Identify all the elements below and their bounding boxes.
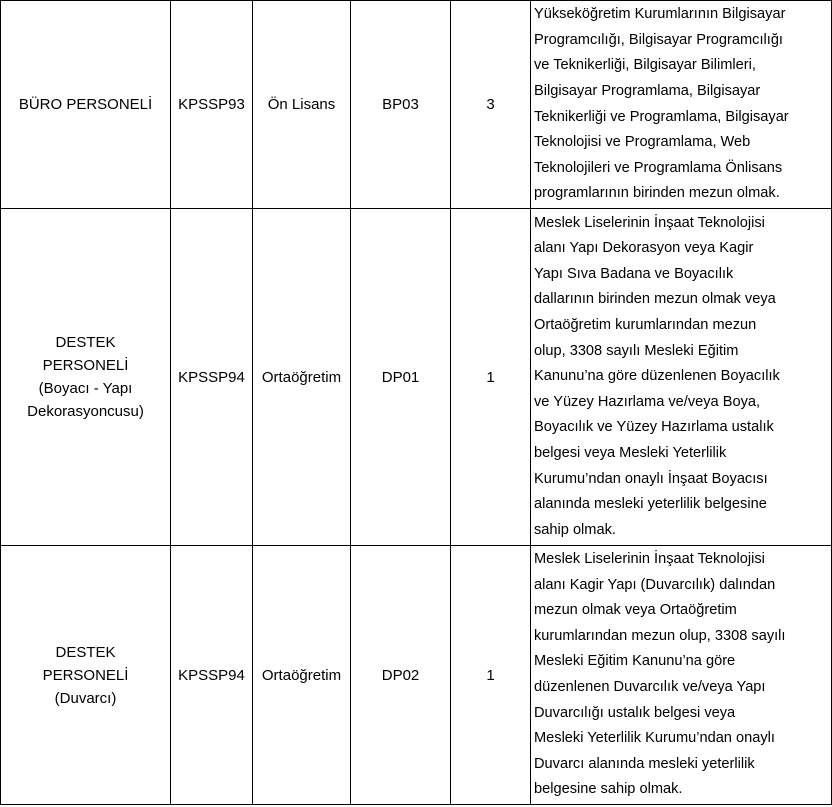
position-code-cell: DP01: [351, 209, 451, 546]
position-name-line: DESTEK: [55, 643, 116, 661]
table-row: [1, 209, 832, 546]
position-name-cell: [1, 1, 171, 209]
quota-count-cell: 1: [451, 209, 531, 546]
qualification-line: Mesleki Eğitim Kanunu’na göre: [534, 653, 736, 670]
qualification-line: Yapı Sıva Badana ve Boyacılık: [534, 265, 734, 282]
qualification-line: Duvarcılığı ustalık belgesi veya: [534, 704, 736, 721]
position-name-line: Dekorasyoncusu): [27, 403, 144, 420]
qualification-line: belgesine sahip olmak.: [534, 781, 683, 798]
table-row: [1, 546, 832, 805]
qualification-line: alanı Kagir Yapı (Duvarcılık) dalından: [534, 576, 776, 593]
positions-table-body: [1, 1, 832, 805]
qualification-line: dallarının birinden mezun olmak veya: [534, 291, 776, 308]
qualification-cell: [531, 209, 832, 546]
position-name-line: DESTEK: [55, 334, 116, 351]
qualification-line: belgesi veya Mesleki Yeterlilik: [534, 444, 727, 461]
education-level-cell: Ortaöğretim: [253, 546, 351, 805]
kpss-code-cell: KPSSP93: [171, 1, 253, 209]
qualification-line: kurumlarından mezun olup, 3308 sayılı: [534, 627, 786, 644]
qualification-cell: [531, 546, 832, 805]
qualification-line: Programcılığı, Bilgisayar Programcılığı: [534, 31, 783, 48]
position-name-line: BÜRO PERSONELİ: [18, 96, 153, 113]
position-code-cell: DP02: [351, 546, 451, 805]
position-name-line: (Duvarcı): [54, 689, 117, 707]
qualification-line: Meslek Liselerinin İnşaat Teknolojisi: [534, 214, 765, 231]
qualification-line: alanı Yapı Dekorasyon veya Kagir: [534, 240, 754, 257]
qualification-line: Kanunu’na göre düzenlenen Boyacılık: [534, 368, 780, 385]
qualification-line: düzenlenen Duvarcılık ve/veya Yapı: [534, 679, 766, 695]
position-name-line: PERSONELİ: [42, 357, 129, 374]
quota-count-cell: 1: [451, 546, 531, 805]
qualification-line: mezun olmak veya Ortaöğretim: [534, 602, 737, 619]
position-name-cell: [1, 209, 171, 546]
qualification-line: sahip olmak.: [534, 521, 616, 538]
qualification-line: Bilgisayar Programlama, Bilgisayar: [534, 82, 761, 99]
qualification-line: Kurumu’ndan onaylı İnşaat Boyacısı: [534, 470, 768, 487]
qualification-line: Meslek Liselerinin İnşaat Teknolojisi: [534, 551, 765, 568]
position-name-cell: [1, 546, 171, 805]
table-row: [1, 1, 832, 209]
education-level-cell: Ön Lisans: [253, 1, 351, 209]
qualification-line: alanında mesleki yeterlilik belgesine: [534, 496, 767, 513]
position-name-line: PERSONELİ: [42, 666, 129, 684]
qualification-line: Teknolojisi ve Programlama, Web: [534, 134, 751, 151]
position-code-cell: BP03: [351, 1, 451, 209]
qualification-line: Teknolojileri ve Programlama Önlisans: [534, 159, 783, 176]
qualification-line: Boyacılık ve Yüzey Hazırlama ustalık: [534, 419, 774, 436]
qualification-line: olup, 3308 sayılı Mesleki Eğitim: [534, 342, 739, 359]
qualification-line: ve Yüzey Hazırlama ve/veya Boya,: [534, 393, 761, 410]
quota-count-cell: 3: [451, 1, 531, 209]
qualification-line: Duvarcı alanında mesleki yeterlilik: [534, 755, 755, 772]
qualification-cell: [531, 1, 832, 209]
kpss-code-cell: KPSSP94: [171, 546, 253, 805]
qualification-line: programlarının birinden mezun olmak.: [534, 185, 780, 202]
kpss-code-cell: KPSSP94: [171, 209, 253, 546]
qualification-line: ve Teknikerliği, Bilgisayar Bilimleri,: [534, 57, 756, 74]
education-level-cell: Ortaöğretim: [253, 209, 351, 546]
position-name-line: (Boyacı - Yapı: [38, 380, 133, 397]
qualification-line: Teknikerliği ve Programlama, Bilgisayar: [534, 108, 789, 125]
qualification-line: Yükseköğretim Kurumlarının Bilgisayar: [534, 6, 786, 23]
qualification-line: Ortaöğretim kurumlarından mezun: [534, 317, 757, 334]
qualification-line: Mesleki Yeterlilik Kurumu’ndan onaylı: [534, 730, 775, 747]
